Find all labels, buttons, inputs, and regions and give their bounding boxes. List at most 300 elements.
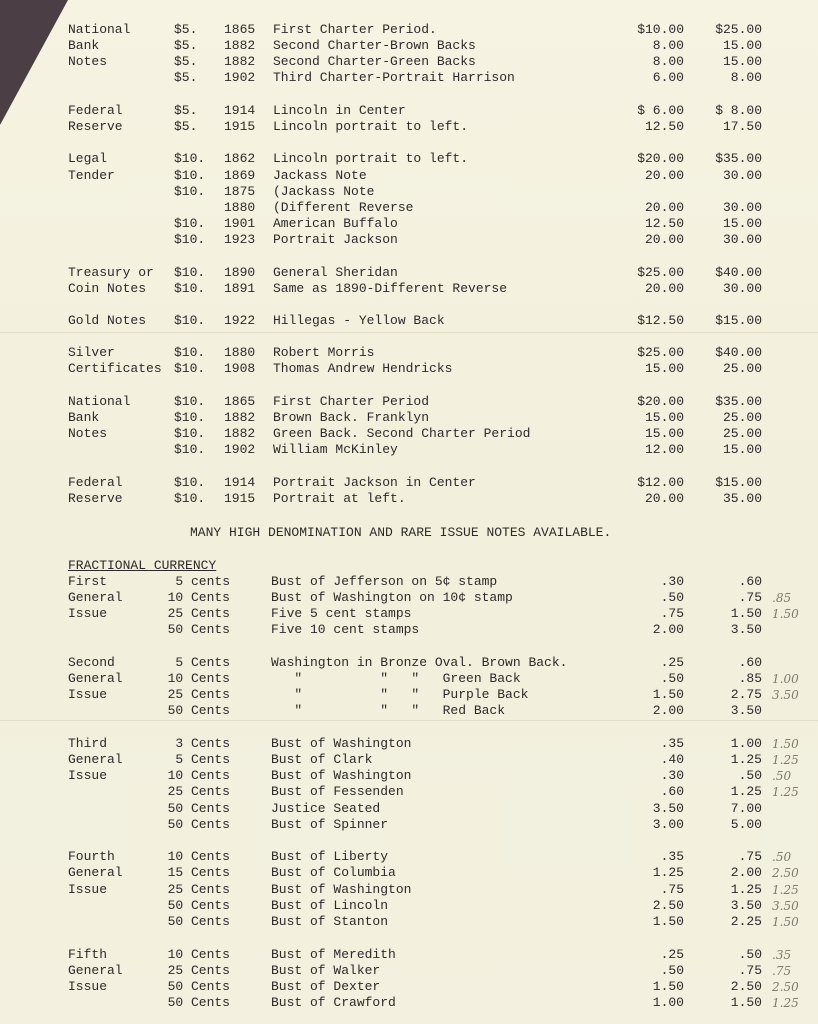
description: Thomas Andrew Hendricks <box>273 361 453 376</box>
note-row <box>0 361 818 377</box>
series-year: 1865 <box>224 394 256 409</box>
description: Portrait Jackson in Center <box>273 475 476 490</box>
description: Brown Back. Franklyn <box>273 410 430 425</box>
issue-label: Issue <box>68 606 108 621</box>
series-year: 1882 <box>224 38 256 53</box>
series-label: National <box>68 394 131 409</box>
description: Lincoln in Center <box>273 103 406 118</box>
denomination: $10. <box>174 232 206 247</box>
denomination: 50 Cents <box>167 801 230 816</box>
price-uncirculated: 1.50 <box>730 995 762 1010</box>
series-year: 1915 <box>224 119 256 134</box>
price-uncirculated: 15.00 <box>722 38 762 53</box>
denomination: $10. <box>174 313 206 328</box>
description: Five 10 cent stamps <box>271 622 420 637</box>
description: Bust of Lincoln <box>271 898 389 913</box>
price-uncirculated: $40.00 <box>715 345 762 360</box>
pencil-note: 1.50 <box>772 915 799 929</box>
series-year: 1901 <box>224 216 256 231</box>
price-fine: 1.00 <box>652 995 684 1010</box>
price-uncirculated: $40.00 <box>715 265 762 280</box>
fractional-row <box>0 687 818 703</box>
fold-line <box>0 720 818 721</box>
fractional-row <box>0 849 818 865</box>
pencil-note: 1.25 <box>772 996 799 1010</box>
description: Bust of Spinner <box>271 817 389 832</box>
description: Bust of Clark <box>271 752 373 767</box>
price-uncirculated: $35.00 <box>715 151 762 166</box>
description: " " " Red Back <box>271 703 506 718</box>
price-fine: 3.50 <box>652 801 684 816</box>
description: Bust of Dexter <box>271 979 381 994</box>
price-fine: .25 <box>660 655 684 670</box>
series-label: Federal <box>68 475 123 490</box>
price-uncirculated: 3.50 <box>730 898 762 913</box>
denomination: $5. <box>174 70 198 85</box>
denomination: $10. <box>174 265 206 280</box>
price-fine: $10.00 <box>637 22 684 37</box>
price-fine: 20.00 <box>644 232 684 247</box>
denomination: $10. <box>174 475 206 490</box>
price-uncirculated: 2.50 <box>730 979 762 994</box>
pencil-note: 2.50 <box>772 866 799 880</box>
fractional-row <box>0 882 818 898</box>
description: Lincoln portrait to left. <box>273 151 469 166</box>
fractional-row <box>0 898 818 914</box>
description: Portrait Jackson <box>273 232 398 247</box>
description: Green Back. Second Charter Period <box>273 426 531 441</box>
price-uncirculated: $35.00 <box>715 394 762 409</box>
price-uncirculated: $15.00 <box>715 313 762 328</box>
pencil-note: 1.25 <box>772 785 799 799</box>
denomination: $5. <box>174 38 198 53</box>
series-year: 1914 <box>224 475 256 490</box>
price-fine: .50 <box>660 590 684 605</box>
denomination: 10 Cents <box>167 768 230 783</box>
price-uncirculated: 2.75 <box>730 687 762 702</box>
price-fine: 1.50 <box>652 914 684 929</box>
description: Bust of Walker <box>271 963 381 978</box>
denomination: 25 Cents <box>167 963 230 978</box>
price-fine: .50 <box>660 963 684 978</box>
price-fine: $12.00 <box>637 475 684 490</box>
pencil-note: 1.50 <box>772 737 799 751</box>
price-fine: 20.00 <box>644 491 684 506</box>
pencil-note: .85 <box>772 591 792 605</box>
note-row <box>0 394 818 410</box>
denomination: 25 Cents <box>167 687 230 702</box>
denomination: 5 cents <box>175 574 230 589</box>
pencil-note: 1.25 <box>772 883 799 897</box>
price-fine: .35 <box>660 736 684 751</box>
fractional-row <box>0 817 818 833</box>
price-uncirculated: .75 <box>738 963 762 978</box>
price-fine: 20.00 <box>644 281 684 296</box>
series-label: Notes <box>68 54 108 69</box>
note-row <box>0 200 818 216</box>
series-year: 1890 <box>224 265 256 280</box>
denomination: 10 Cents <box>167 671 230 686</box>
price-fine: 2.00 <box>652 703 684 718</box>
pencil-note: 2.50 <box>772 980 799 994</box>
series-year: 1869 <box>224 168 256 183</box>
description: Hillegas - Yellow Back <box>273 313 445 328</box>
fractional-row <box>0 979 818 995</box>
price-fine: 15.00 <box>644 361 684 376</box>
issue-label: Fifth <box>68 947 108 962</box>
description: Justice Seated <box>271 801 381 816</box>
price-fine: .60 <box>660 784 684 799</box>
denomination: $5. <box>174 103 198 118</box>
denomination: $10. <box>174 281 206 296</box>
price-fine: .30 <box>660 574 684 589</box>
price-uncirculated: 30.00 <box>722 281 762 296</box>
description: Portrait at left. <box>273 491 406 506</box>
series-year: 1922 <box>224 313 256 328</box>
issue-label: Second <box>68 655 115 670</box>
series-year: 1891 <box>224 281 256 296</box>
issue-label: General <box>68 590 123 605</box>
description: Washington in Bronze Oval. Brown Back. <box>271 655 568 670</box>
price-fine: .35 <box>660 849 684 864</box>
price-uncirculated: 2.25 <box>730 914 762 929</box>
price-uncirculated: 15.00 <box>722 442 762 457</box>
price-fine: 20.00 <box>644 200 684 215</box>
denomination: $5. <box>174 54 198 69</box>
issue-label: General <box>68 671 123 686</box>
series-year: 1923 <box>224 232 256 247</box>
description: Five 5 cent stamps <box>271 606 412 621</box>
pencil-note: .50 <box>772 850 792 864</box>
price-uncirculated: 5.00 <box>730 817 762 832</box>
description: (Different Reverse <box>273 200 414 215</box>
fractional-row <box>0 606 818 622</box>
price-fine: .75 <box>660 606 684 621</box>
note-row <box>0 119 818 135</box>
price-fine: $25.00 <box>637 265 684 280</box>
price-fine: .75 <box>660 882 684 897</box>
note-row <box>0 313 818 329</box>
price-fine: 1.25 <box>652 865 684 880</box>
price-uncirculated: .75 <box>738 590 762 605</box>
series-year: 1880 <box>224 345 256 360</box>
denomination: 10 Cents <box>167 947 230 962</box>
note-row <box>0 426 818 442</box>
price-fine: 12.00 <box>644 442 684 457</box>
price-uncirculated: $ 8.00 <box>715 103 762 118</box>
price-uncirculated: 17.50 <box>722 119 762 134</box>
note-row <box>0 216 818 232</box>
denomination: $10. <box>174 361 206 376</box>
fractional-row <box>0 590 818 606</box>
denomination: $10. <box>174 426 206 441</box>
description: " " " Purple Back <box>271 687 529 702</box>
pencil-note: 1.00 <box>772 672 799 686</box>
denomination: 5 Cents <box>175 752 230 767</box>
fractional-row <box>0 574 818 590</box>
series-year: 1880 <box>224 200 256 215</box>
price-fine: 1.50 <box>652 979 684 994</box>
price-fine: 3.00 <box>652 817 684 832</box>
description: Bust of Crawford <box>271 995 396 1010</box>
note-row <box>0 442 818 458</box>
price-uncirculated: 7.00 <box>730 801 762 816</box>
fractional-row <box>0 914 818 930</box>
series-label: Gold Notes <box>68 313 147 328</box>
series-label: Silver <box>68 345 115 360</box>
denomination: $10. <box>174 442 206 457</box>
fractional-row <box>0 622 818 638</box>
price-fine: 6.00 <box>652 70 684 85</box>
price-uncirculated: 30.00 <box>722 200 762 215</box>
description: First Charter Period. <box>273 22 437 37</box>
note-row <box>0 184 818 200</box>
fractional-row <box>0 963 818 979</box>
fold-line <box>0 332 818 333</box>
description: " " " Green Back <box>271 671 521 686</box>
denomination: $10. <box>174 184 206 199</box>
note-row <box>0 70 818 86</box>
price-fine: 8.00 <box>652 38 684 53</box>
issue-label: Issue <box>68 882 108 897</box>
note-row <box>0 345 818 361</box>
price-fine: 12.50 <box>644 216 684 231</box>
price-fine: 15.00 <box>644 410 684 425</box>
denomination: 50 Cents <box>167 622 230 637</box>
denomination: $10. <box>174 168 206 183</box>
note-row <box>0 38 818 54</box>
price-uncirculated: 25.00 <box>722 426 762 441</box>
price-fine: 15.00 <box>644 426 684 441</box>
series-label: National <box>68 22 131 37</box>
description: Bust of Jefferson on 5¢ stamp <box>271 574 498 589</box>
denomination: $10. <box>174 410 206 425</box>
description: Jackass Note <box>273 168 367 183</box>
note-row <box>0 281 818 297</box>
fractional-row <box>0 768 818 784</box>
note-row <box>0 151 818 167</box>
series-year: 1902 <box>224 70 256 85</box>
price-uncirculated: 25.00 <box>722 361 762 376</box>
fractional-row <box>0 995 818 1011</box>
description: General Sheridan <box>273 265 398 280</box>
description: Bust of Meredith <box>271 947 396 962</box>
series-label: Tender <box>68 168 115 183</box>
price-uncirculated: $25.00 <box>715 22 762 37</box>
denomination: 50 Cents <box>167 703 230 718</box>
description: Bust of Washington <box>271 736 412 751</box>
series-label: Reserve <box>68 119 123 134</box>
series-year: 1865 <box>224 22 256 37</box>
price-uncirculated: .85 <box>738 671 762 686</box>
description: Lincoln portrait to left. <box>273 119 469 134</box>
price-fine: $ 6.00 <box>637 103 684 118</box>
denomination: 50 Cents <box>167 817 230 832</box>
denomination: 25 Cents <box>167 882 230 897</box>
description: Bust of Washington on 10¢ stamp <box>271 590 513 605</box>
description: Robert Morris <box>273 345 375 360</box>
fractional-currency-heading: FRACTIONAL CURRENCY <box>68 558 217 573</box>
series-year: 1915 <box>224 491 256 506</box>
fractional-row <box>0 671 818 687</box>
series-label: Treasury or <box>68 265 154 280</box>
price-fine: 20.00 <box>644 168 684 183</box>
series-label: Coin Notes <box>68 281 147 296</box>
price-fine: .30 <box>660 768 684 783</box>
denomination: 25 Cents <box>167 784 230 799</box>
denomination: $5. <box>174 22 198 37</box>
price-uncirculated: 3.50 <box>730 622 762 637</box>
denomination: $10. <box>174 216 206 231</box>
price-fine: .50 <box>660 671 684 686</box>
price-uncirculated: .75 <box>738 849 762 864</box>
price-fine: 12.50 <box>644 119 684 134</box>
issue-label: Issue <box>68 768 108 783</box>
issue-label: General <box>68 865 123 880</box>
series-label: Notes <box>68 426 108 441</box>
fractional-row <box>0 703 818 719</box>
note-row <box>0 232 818 248</box>
pencil-note: .50 <box>772 769 792 783</box>
series-year: 1882 <box>224 410 256 425</box>
series-year: 1875 <box>224 184 256 199</box>
description: William McKinley <box>273 442 398 457</box>
description: Bust of Liberty <box>271 849 389 864</box>
price-uncirculated: 1.25 <box>730 882 762 897</box>
note-row <box>0 168 818 184</box>
price-uncirculated: 30.00 <box>722 232 762 247</box>
series-year: 1862 <box>224 151 256 166</box>
note-row <box>0 491 818 507</box>
price-uncirculated: 35.00 <box>722 491 762 506</box>
note-row <box>0 54 818 70</box>
denomination: 5 Cents <box>175 655 230 670</box>
denomination: $5. <box>174 119 198 134</box>
price-uncirculated: 1.25 <box>730 752 762 767</box>
series-label: Bank <box>68 410 100 425</box>
issue-label: First <box>68 574 108 589</box>
series-label: Reserve <box>68 491 123 506</box>
denomination: 3 Cents <box>175 736 230 751</box>
issue-label: General <box>68 752 123 767</box>
series-year: 1882 <box>224 54 256 69</box>
description: Third Charter-Portrait Harrison <box>273 70 515 85</box>
note-row <box>0 22 818 38</box>
price-uncirculated: 30.00 <box>722 168 762 183</box>
issue-label: Issue <box>68 979 108 994</box>
note-row <box>0 475 818 491</box>
description: Second Charter-Green Backs <box>273 54 476 69</box>
description: American Buffalo <box>273 216 398 231</box>
pencil-note: 1.25 <box>772 753 799 767</box>
series-year: 1914 <box>224 103 256 118</box>
price-fine: $20.00 <box>637 394 684 409</box>
denomination: $10. <box>174 345 206 360</box>
denomination: 50 Cents <box>167 995 230 1010</box>
note-row <box>0 265 818 281</box>
series-label: Certificates <box>68 361 162 376</box>
series-label: Bank <box>68 38 100 53</box>
denomination: 50 Cents <box>167 898 230 913</box>
description: (Jackass Note <box>273 184 375 199</box>
availability-banner: MANY HIGH DENOMINATION AND RARE ISSUE NOTES AVAILABLE. <box>190 525 612 540</box>
series-label: Legal <box>68 151 108 166</box>
fractional-row <box>0 752 818 768</box>
description: Bust of Stanton <box>271 914 389 929</box>
denomination: 50 Cents <box>167 979 230 994</box>
pencil-note: .35 <box>772 948 792 962</box>
issue-label: Issue <box>68 687 108 702</box>
note-row <box>0 410 818 426</box>
denomination: 10 Cents <box>167 590 230 605</box>
issue-label: Fourth <box>68 849 115 864</box>
price-fine: $12.50 <box>637 313 684 328</box>
price-uncirculated: 1.00 <box>730 736 762 751</box>
price-fine: $20.00 <box>637 151 684 166</box>
series-year: 1902 <box>224 442 256 457</box>
note-row <box>0 103 818 119</box>
description: Bust of Washington <box>271 768 412 783</box>
denomination: $10. <box>174 151 206 166</box>
price-uncirculated: 8.00 <box>730 70 762 85</box>
price-uncirculated: 15.00 <box>722 54 762 69</box>
price-fine: .25 <box>660 947 684 962</box>
description: Same as 1890-Different Reverse <box>273 281 508 296</box>
pencil-note: .75 <box>772 964 792 978</box>
denomination: $10. <box>174 394 206 409</box>
price-uncirculated: $15.00 <box>715 475 762 490</box>
price-uncirculated: 1.50 <box>730 606 762 621</box>
fractional-row <box>0 801 818 817</box>
fractional-row <box>0 784 818 800</box>
fractional-row <box>0 865 818 881</box>
issue-label: General <box>68 963 123 978</box>
description: Bust of Columbia <box>271 865 396 880</box>
price-uncirculated: 1.25 <box>730 784 762 799</box>
pencil-note: 3.50 <box>772 688 799 702</box>
price-fine: $25.00 <box>637 345 684 360</box>
price-fine: .40 <box>660 752 684 767</box>
price-uncirculated: .60 <box>738 655 762 670</box>
price-uncirculated: .50 <box>738 768 762 783</box>
issue-label: Third <box>68 736 108 751</box>
series-label: Federal <box>68 103 123 118</box>
price-fine: 1.50 <box>652 687 684 702</box>
description: Bust of Washington <box>271 882 412 897</box>
denomination: 50 Cents <box>167 914 230 929</box>
denomination: 15 Cents <box>167 865 230 880</box>
price-fine: 2.50 <box>652 898 684 913</box>
price-fine: 8.00 <box>652 54 684 69</box>
price-uncirculated: .50 <box>738 947 762 962</box>
description: Bust of Fessenden <box>271 784 404 799</box>
fractional-row <box>0 947 818 963</box>
denomination: 25 Cents <box>167 606 230 621</box>
series-year: 1908 <box>224 361 256 376</box>
denomination: 10 Cents <box>167 849 230 864</box>
fractional-row <box>0 736 818 752</box>
pencil-note: 3.50 <box>772 899 799 913</box>
price-uncirculated: 25.00 <box>722 410 762 425</box>
fractional-row <box>0 655 818 671</box>
pencil-note: 1.50 <box>772 607 799 621</box>
price-uncirculated: .60 <box>738 574 762 589</box>
denomination: $10. <box>174 491 206 506</box>
price-fine: 2.00 <box>652 622 684 637</box>
price-uncirculated: 2.00 <box>730 865 762 880</box>
description: Second Charter-Brown Backs <box>273 38 476 53</box>
series-year: 1882 <box>224 426 256 441</box>
